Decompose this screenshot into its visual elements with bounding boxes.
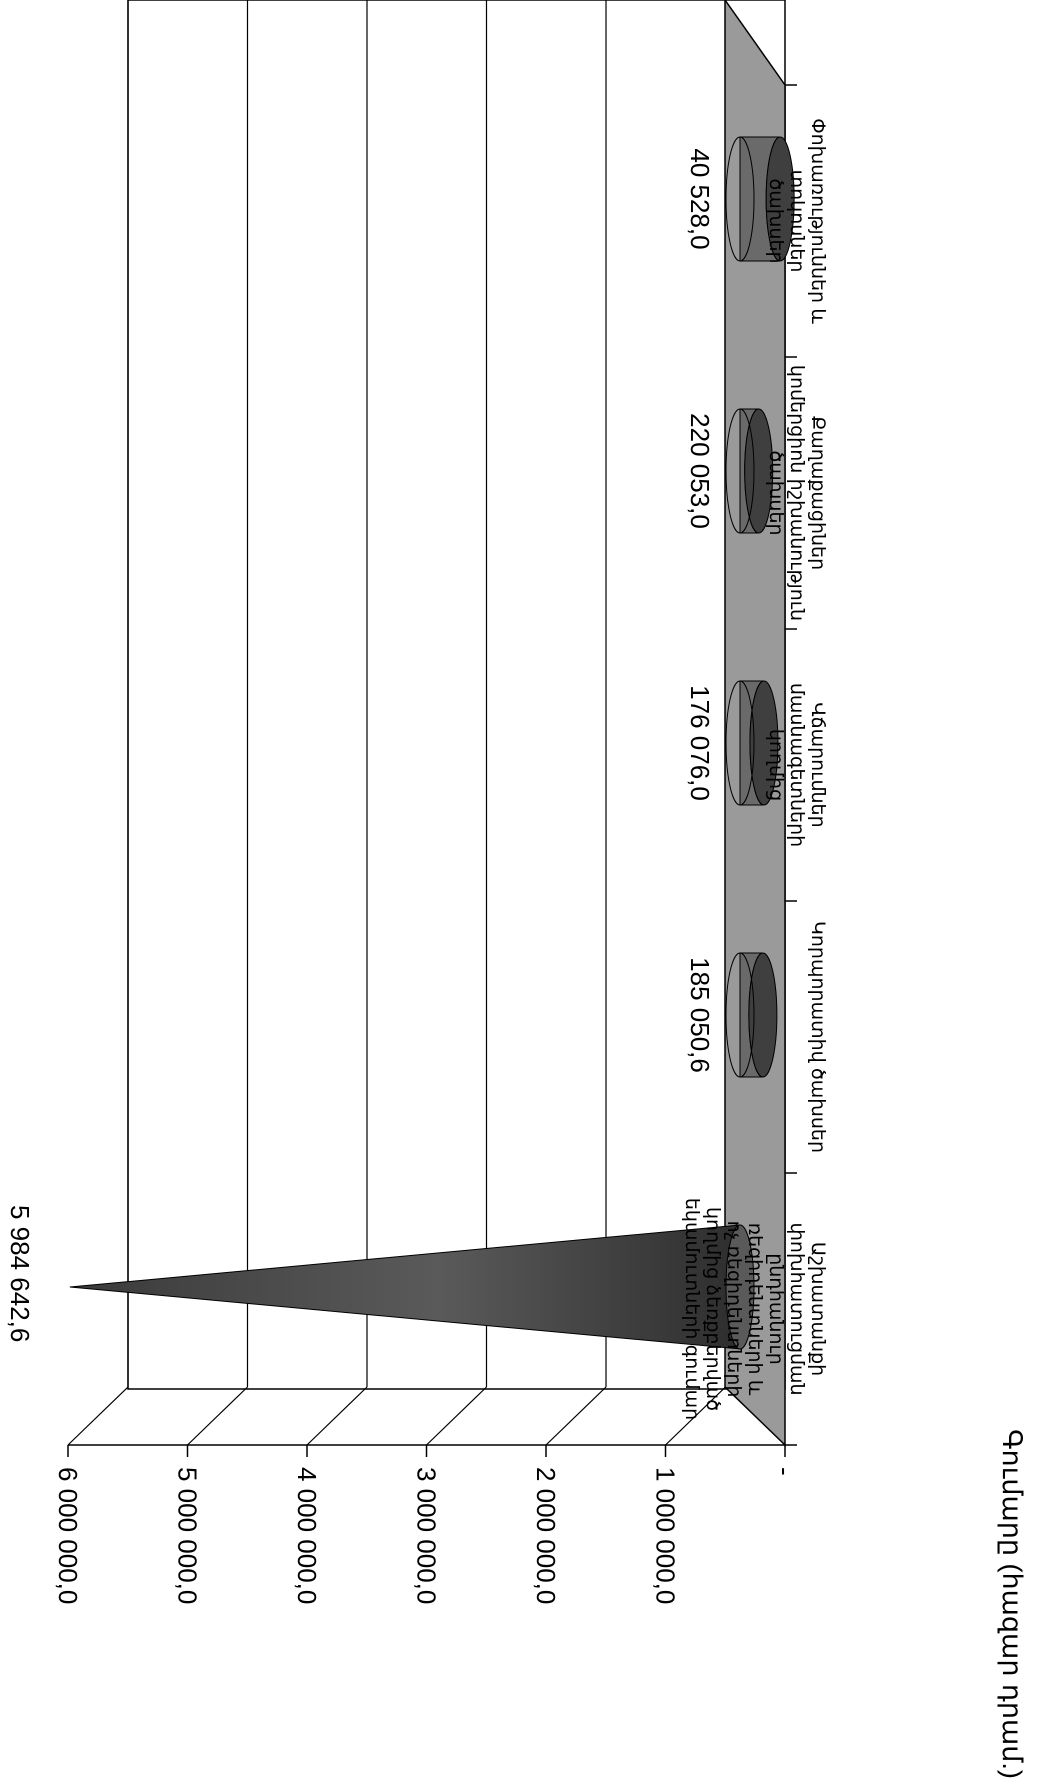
cone-top bbox=[749, 953, 777, 1077]
gridline-side bbox=[307, 1387, 367, 1445]
value-label: 40 528,0 bbox=[685, 148, 715, 250]
category-label: Վճարումներմասնագետներիկողմից bbox=[765, 682, 828, 848]
category-label: Փոխառություններ ևտոկոսներծախսեր bbox=[765, 118, 828, 324]
y-tick-label: 1 000 000,0 bbox=[650, 1467, 681, 1605]
category-label: Աշխատանքիփոխհատուցմանընդհանուրռեզիդենտների ևոչ ռեզիդենտներիկողմից ձեռքբերվածեկամուտների գումար bbox=[681, 1197, 828, 1421]
y-tick-label: 2 000 000,0 bbox=[531, 1467, 561, 1605]
gridline-side bbox=[68, 1387, 128, 1445]
gridline-side bbox=[188, 1387, 248, 1445]
y-tick-label: 4 000 000,0 bbox=[292, 1467, 322, 1605]
category-label: Քաղաքացիներկոմերցիոն իշխանությունծախսեր bbox=[765, 364, 828, 622]
gridline-side bbox=[427, 1387, 487, 1445]
y-tick-label: 5 000 000,0 bbox=[172, 1467, 203, 1605]
y-tick-label: - bbox=[770, 1467, 800, 1476]
plot-frame bbox=[68, 0, 785, 1445]
value-label: 5 984 642,6 bbox=[5, 1205, 35, 1343]
gridline-side bbox=[546, 1387, 606, 1445]
category-label: Կորպորատիվ ծախսեր bbox=[807, 920, 828, 1154]
y-axis-title: Գումարը (հազար դրամ.) bbox=[997, 1429, 1027, 1779]
y-axis-ticks bbox=[53, 1445, 800, 1604]
value-label: 185 050,6 bbox=[685, 957, 715, 1073]
y-tick-label: 3 000 000,0 bbox=[411, 1467, 442, 1605]
value-label: 220 053,0 bbox=[685, 413, 715, 529]
value-label: 176 076,0 bbox=[685, 685, 715, 801]
y-tick-label: 6 000 000,0 bbox=[53, 1467, 83, 1605]
